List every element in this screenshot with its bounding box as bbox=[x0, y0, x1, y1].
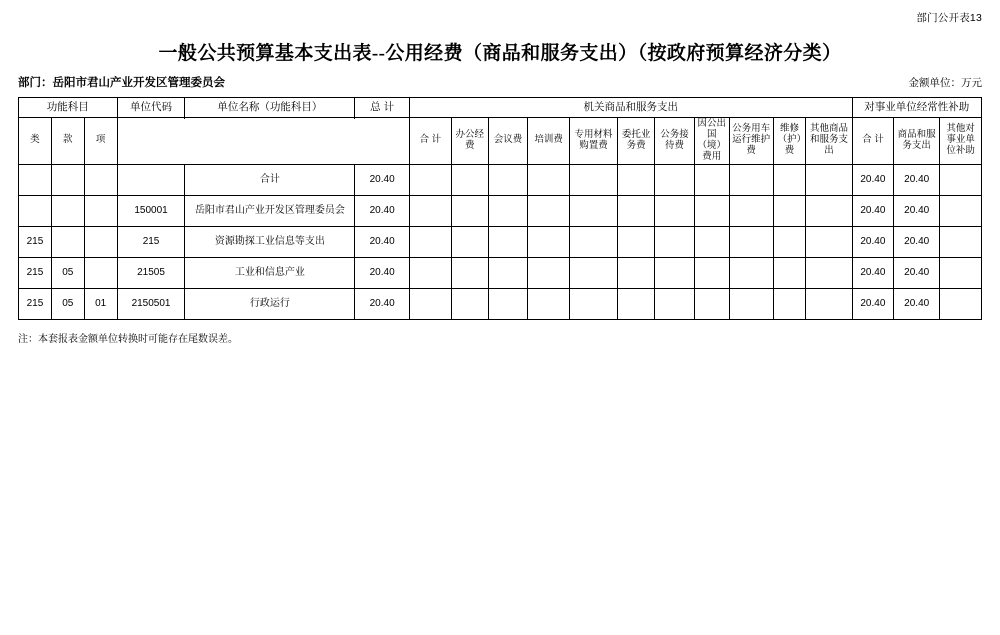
cell-gs-entrust bbox=[618, 226, 655, 257]
header-is-goods-services: 商品和服务支出 bbox=[894, 118, 940, 165]
cell-gs-special-material bbox=[569, 288, 617, 319]
cell-gs-reception bbox=[655, 288, 694, 319]
cell-gs-special-material bbox=[569, 257, 617, 288]
budget-table bbox=[18, 97, 982, 320]
cell-total: 20.40 bbox=[355, 164, 410, 195]
header-gs-other: 其他商品和服务支出 bbox=[806, 118, 852, 165]
cell-item bbox=[51, 226, 84, 257]
header-gs-total: 合 计 bbox=[410, 118, 452, 165]
cell-is-total: 20.40 bbox=[852, 288, 894, 319]
cell-unit-code: 2150501 bbox=[117, 288, 185, 319]
cell-gs-other bbox=[806, 195, 852, 226]
cell-unit-name: 资源勘探工业信息等支出 bbox=[185, 226, 355, 257]
header-institution-subsidy-group: 对事业单位经常性补助 bbox=[852, 98, 981, 118]
header-function-subject: 功能科目 bbox=[19, 98, 118, 118]
cell-gs-maintenance bbox=[773, 288, 806, 319]
cell-gs-other bbox=[806, 164, 852, 195]
cell-gs-abroad bbox=[694, 226, 729, 257]
form-code-label: 部门公开表13 bbox=[916, 12, 982, 24]
cell-is-goods-services: 20.40 bbox=[894, 226, 940, 257]
cell-gs-meeting bbox=[488, 164, 527, 195]
cell-gs-abroad bbox=[694, 257, 729, 288]
header-gs-meeting: 会议费 bbox=[488, 118, 527, 165]
cell-gs-entrust bbox=[618, 257, 655, 288]
header-gs-office: 办公经费 bbox=[451, 118, 488, 165]
cell-gs-training bbox=[528, 195, 570, 226]
cell-sub-item bbox=[84, 195, 117, 226]
cell-gs-maintenance bbox=[773, 257, 806, 288]
cell-gs-special-material bbox=[569, 226, 617, 257]
meta-row bbox=[18, 74, 982, 90]
header-unit-name: 单位名称（功能科目） bbox=[185, 98, 355, 118]
cell-unit-code bbox=[117, 164, 185, 195]
amount-unit-label: 金额单位：万元 bbox=[908, 77, 982, 89]
table-row bbox=[19, 164, 982, 195]
cell-unit-name: 工业和信息产业 bbox=[185, 257, 355, 288]
cell-gs-office bbox=[451, 226, 488, 257]
page-title: 一般公共预算基本支出表--公用经费（商品和服务支出）（按政府预算经济分类） bbox=[158, 43, 842, 64]
cell-sub-item: 01 bbox=[84, 288, 117, 319]
cell-gs-training bbox=[528, 257, 570, 288]
cell-sub-item bbox=[84, 226, 117, 257]
cell-gs-total bbox=[410, 257, 452, 288]
cell-unit-name: 合计 bbox=[185, 164, 355, 195]
cell-class: 215 bbox=[19, 288, 52, 319]
cell-gs-total bbox=[410, 288, 452, 319]
cell-gs-other bbox=[806, 288, 852, 319]
header-gs-training: 培训费 bbox=[528, 118, 570, 165]
cell-is-total: 20.40 bbox=[852, 226, 894, 257]
cell-gs-abroad bbox=[694, 288, 729, 319]
cell-gs-abroad bbox=[694, 195, 729, 226]
cell-gs-meeting bbox=[488, 195, 527, 226]
header-sub-item: 项 bbox=[84, 118, 117, 165]
cell-is-goods-services: 20.40 bbox=[894, 288, 940, 319]
header-item: 款 bbox=[51, 118, 84, 165]
cell-item bbox=[51, 164, 84, 195]
cell-gs-entrust bbox=[618, 288, 655, 319]
cell-is-goods-services: 20.40 bbox=[894, 164, 940, 195]
cell-is-goods-services: 20.40 bbox=[894, 195, 940, 226]
cell-total: 20.40 bbox=[355, 195, 410, 226]
cell-gs-vehicle bbox=[729, 195, 773, 226]
cell-is-other-subsidy bbox=[940, 164, 982, 195]
header-gs-entrust: 委托业务费 bbox=[618, 118, 655, 165]
cell-gs-meeting bbox=[488, 288, 527, 319]
header-class: 类 bbox=[19, 118, 52, 165]
cell-is-other-subsidy bbox=[940, 195, 982, 226]
cell-gs-maintenance bbox=[773, 226, 806, 257]
table-row bbox=[19, 288, 982, 319]
cell-total: 20.40 bbox=[355, 257, 410, 288]
cell-gs-other bbox=[806, 226, 852, 257]
table-row bbox=[19, 257, 982, 288]
table-row bbox=[19, 195, 982, 226]
cell-is-other-subsidy bbox=[940, 257, 982, 288]
cell-is-other-subsidy bbox=[940, 226, 982, 257]
cell-gs-entrust bbox=[618, 195, 655, 226]
cell-sub-item bbox=[84, 164, 117, 195]
cell-gs-office bbox=[451, 288, 488, 319]
cell-gs-vehicle bbox=[729, 226, 773, 257]
cell-gs-office bbox=[451, 164, 488, 195]
cell-gs-vehicle bbox=[729, 164, 773, 195]
cell-gs-total bbox=[410, 195, 452, 226]
cell-is-goods-services: 20.40 bbox=[894, 257, 940, 288]
cell-unit-code: 215 bbox=[117, 226, 185, 257]
cell-gs-office bbox=[451, 257, 488, 288]
cell-gs-other bbox=[806, 257, 852, 288]
cell-gs-total bbox=[410, 164, 452, 195]
cell-gs-vehicle bbox=[729, 288, 773, 319]
cell-class bbox=[19, 164, 52, 195]
header-gs-reception: 公务接待费 bbox=[655, 118, 694, 165]
cell-unit-code: 21505 bbox=[117, 257, 185, 288]
cell-is-total: 20.40 bbox=[852, 257, 894, 288]
cell-gs-special-material bbox=[569, 164, 617, 195]
cell-gs-training bbox=[528, 164, 570, 195]
header-gs-vehicle: 公务用车运行维护费 bbox=[729, 118, 773, 165]
cell-class: 215 bbox=[19, 226, 52, 257]
cell-class: 215 bbox=[19, 257, 52, 288]
cell-unit-code: 150001 bbox=[117, 195, 185, 226]
cell-gs-total bbox=[410, 226, 452, 257]
cell-gs-maintenance bbox=[773, 195, 806, 226]
cell-unit-name: 岳阳市君山产业开发区管理委员会 bbox=[185, 195, 355, 226]
cell-gs-maintenance bbox=[773, 164, 806, 195]
cell-gs-training bbox=[528, 226, 570, 257]
cell-is-total: 20.40 bbox=[852, 164, 894, 195]
cell-gs-abroad bbox=[694, 164, 729, 195]
cell-gs-office bbox=[451, 195, 488, 226]
header-gs-maintenance: 维修（护）费 bbox=[773, 118, 806, 165]
cell-gs-reception bbox=[655, 164, 694, 195]
cell-total: 20.40 bbox=[355, 226, 410, 257]
header-total: 总 计 bbox=[355, 98, 410, 118]
table-body bbox=[19, 164, 982, 319]
cell-gs-meeting bbox=[488, 257, 527, 288]
cell-gs-entrust bbox=[618, 164, 655, 195]
cell-item: 05 bbox=[51, 288, 84, 319]
footnote: 注：本套报表金额单位转换时可能存在尾数误差。 bbox=[18, 334, 238, 345]
header-gs-special-material: 专用材料购置费 bbox=[569, 118, 617, 165]
cell-gs-training bbox=[528, 288, 570, 319]
cell-sub-item bbox=[84, 257, 117, 288]
cell-gs-vehicle bbox=[729, 257, 773, 288]
department-name: 岳阳市君山产业开发区管理委员会 bbox=[52, 77, 225, 89]
cell-item bbox=[51, 195, 84, 226]
cell-gs-special-material bbox=[569, 195, 617, 226]
department-line bbox=[18, 74, 225, 90]
cell-gs-meeting bbox=[488, 226, 527, 257]
cell-class bbox=[19, 195, 52, 226]
cell-item: 05 bbox=[51, 257, 84, 288]
header-is-total: 合 计 bbox=[852, 118, 894, 165]
header-is-other-subsidy: 其他对事业单位补助 bbox=[940, 118, 982, 165]
header-gs-abroad: 因公出国（境）费用 bbox=[694, 118, 729, 165]
cell-is-total: 20.40 bbox=[852, 195, 894, 226]
header-goods-services-group: 机关商品和服务支出 bbox=[410, 98, 853, 118]
cell-is-other-subsidy bbox=[940, 288, 982, 319]
cell-gs-reception bbox=[655, 195, 694, 226]
cell-unit-name: 行政运行 bbox=[185, 288, 355, 319]
header-unit-code: 单位代码 bbox=[117, 98, 185, 118]
cell-gs-reception bbox=[655, 226, 694, 257]
cell-gs-reception bbox=[655, 257, 694, 288]
department-label: 部门： bbox=[18, 77, 53, 89]
table-row bbox=[19, 226, 982, 257]
cell-total: 20.40 bbox=[355, 288, 410, 319]
